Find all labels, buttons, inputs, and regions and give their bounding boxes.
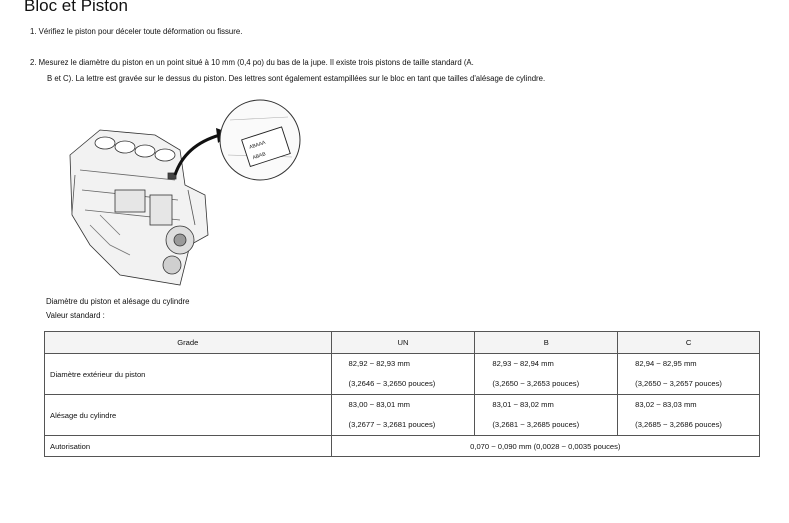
row-label-cylinder-bore: Alésage du cylindre (45, 395, 332, 436)
table-cell (331, 354, 475, 395)
value-mm: 82,92 ~ 82,93 mm (348, 359, 410, 368)
value-mm: 83,00 ~ 83,01 mm (348, 400, 410, 409)
table-row (45, 395, 760, 436)
value-inches: (3,2650 ~ 3,2653 pouces) (492, 379, 580, 388)
row-label-piston-diameter: Diamètre extérieur du piston (45, 354, 332, 395)
step-1-text: 1. Vérifiez le piston pour déceler toute déformation ou fissure. (30, 27, 243, 36)
value-inches: (3,2681 ~ 3,2685 pouces) (492, 420, 580, 429)
value-mm: 82,94 ~ 82,95 mm (635, 359, 697, 368)
block-stamp-label-1: ABAAA (248, 139, 267, 151)
table-row (45, 354, 760, 395)
caption-piston-bore: Diamètre du piston et alésage du cylindre (46, 297, 190, 306)
value-inches: (3,2685 ~ 3,2686 pouces) (635, 420, 722, 429)
table-cell (618, 395, 760, 436)
allowance-value: 0,070 ~ 0,090 mm (0,0028 ~ 0,0035 pouces) (331, 436, 759, 457)
caption-standard-value: Valeur standard : (46, 311, 105, 320)
table-row (45, 436, 760, 457)
step-2-text: 2. Mesurez le diamètre du piston en un point situé à 10 mm (0,4 po) du bas de la jupe. Il existe trois pistons de taille standard (A. (30, 58, 474, 67)
value-mm: 82,93 ~ 82,94 mm (492, 359, 554, 368)
value-inches: (3,2646 ~ 3,2650 pouces) (348, 379, 436, 388)
header-grade-c: C (618, 332, 760, 354)
table-cell (475, 354, 618, 395)
header-grade-b: B (475, 332, 618, 354)
table-header-row (45, 332, 760, 354)
page-title: Bloc et Piston (24, 0, 128, 15)
value-mm: 83,02 ~ 83,03 mm (635, 400, 697, 409)
zoom-detail-circle (220, 100, 300, 180)
value-inches: (3,2677 ~ 3,2681 pouces) (348, 420, 436, 429)
table-cell (475, 395, 618, 436)
value-mm: 83,01 ~ 83,02 mm (492, 400, 554, 409)
value-inches: (3,2650 ~ 3,2657 pouces) (635, 379, 722, 388)
header-grade-un: UN (331, 332, 475, 354)
row-label-allowance: Autorisation (45, 436, 332, 457)
engine-block-illustration (60, 95, 310, 290)
block-stamp-label-2: ABAB (251, 151, 267, 162)
header-grade: Grade (45, 332, 332, 354)
specification-table (44, 331, 760, 457)
step-2-text-continued: B et C). La lettre est gravée sur le dessus du piston. Des lettres sont également estampillées sur le bloc en tant que tailles d'alésage de cylindre. (47, 74, 546, 83)
table-cell (331, 395, 475, 436)
table-cell (618, 354, 760, 395)
